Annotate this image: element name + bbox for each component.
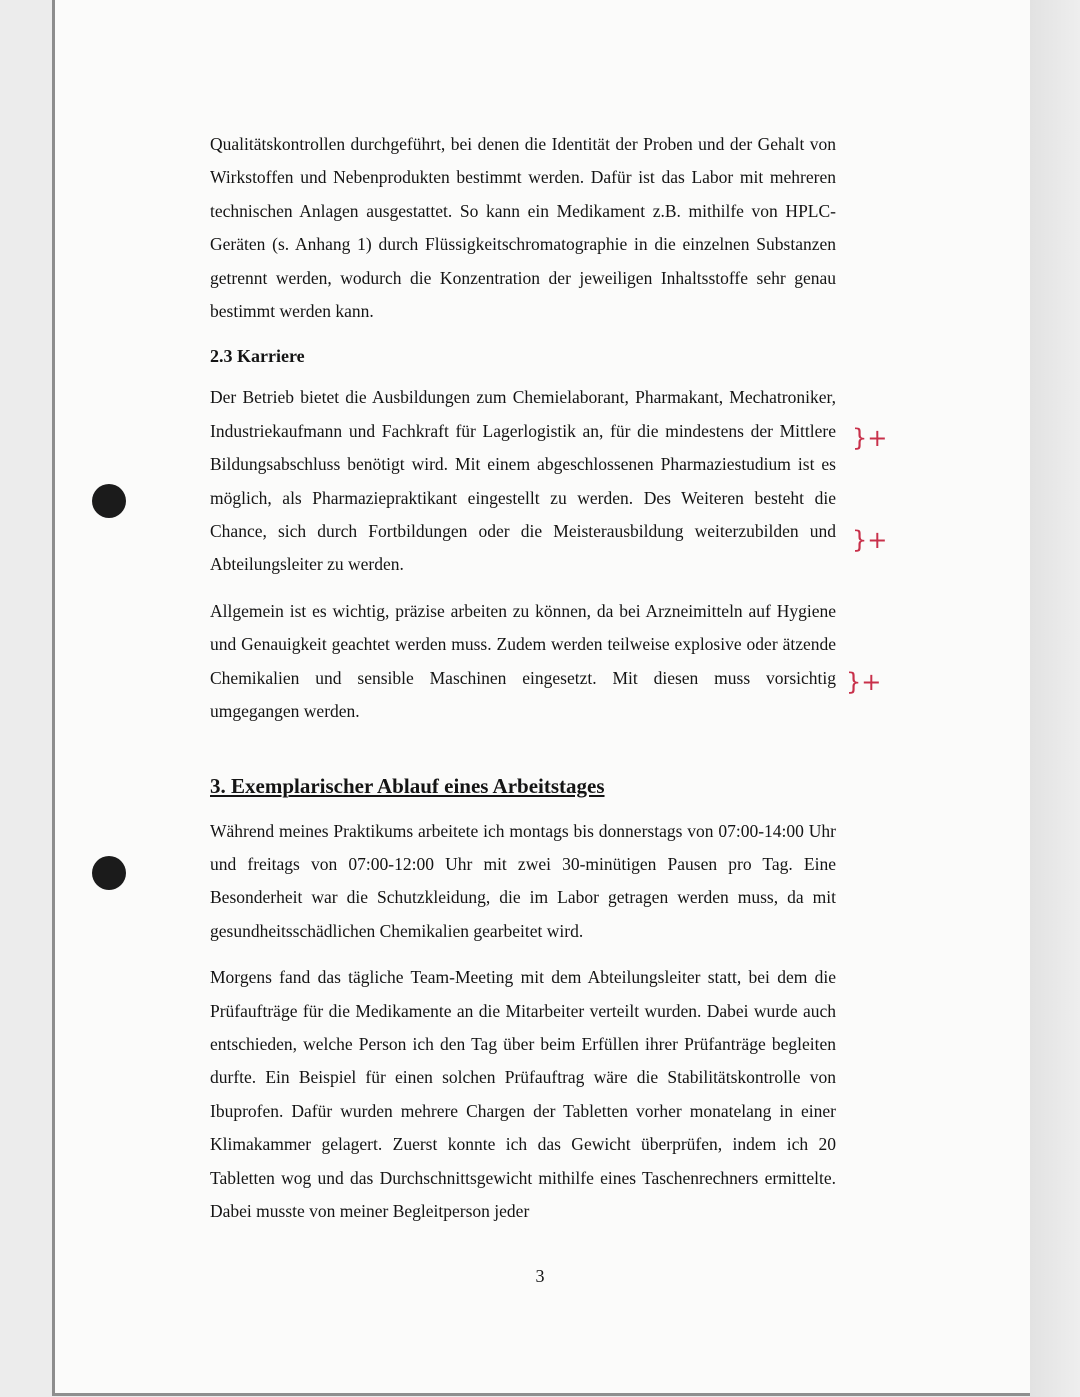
- punch-hole: [92, 484, 126, 518]
- section-heading-karriere: 2.3 Karriere: [210, 346, 305, 367]
- punch-hole: [92, 856, 126, 890]
- paragraph: Allgemein ist es wichtig, präzise arbeiten zu können, da bei Arzneimitteln auf Hygiene und Genauigkeit geachtet werden muss. Zudem werden teilweise explosive oder ätzende Chemikalien und sensible Maschinen eingesetzt. Mit diesen muss vorsichtig umgegangen werden.: [210, 600, 836, 722]
- page-number: 3: [535, 1266, 545, 1286]
- page-edge-shadow: [1030, 0, 1080, 1397]
- paragraph: Morgens fand das tägliche Team-Meeting mit dem Abteilungsleiter statt, bei dem die Prüfaufträge für die Medikamente an die Mitarbeiter verteilt wurden. Dabei wurde auch entschieden, welche Person ich den Tag über beim Erfüllen ihrer Prüfanträge begleiten durfte. Ein Beispiel für einen solchen Prüfauftrag wäre die Stabilitätskontrolle von Ibuprofen. Dafür wurden mehrere Chargen der Tabletten vorher monatelang in einer Klimakammer gelagert. Zuerst konnte ich das Gewicht überprüfen, indem ich 20 Tabletten wog und das Durchschnittsgewicht mithilfe eines Taschenrechners ermittelte. Dabei musste von meiner Begleitperson jeder: [210, 967, 836, 1221]
- paragraph: Qualitätskontrollen durchgeführt, bei denen die Identität der Proben und der Gehalt von Wirkstoffen und Nebenprodukten bestimmt werden. Dafür ist das Labor mit mehreren technischen Anlagen ausgestattet. So kann ein Medikament z.B. mithilfe von HPLC-Geräten (s. Anhang 1) durch Flüssigkeitschromatographie in die einzelnen Substanzen getrennt werden, wodurch die Konzentration der jeweiligen Inhaltsstoffe sehr genau bestimmt werden kann.: [210, 134, 836, 322]
- section-heading-ablauf: 3. Exemplarischer Ablauf eines Arbeitstages: [210, 773, 605, 798]
- document-body: [210, 128, 836, 1241]
- correction-mark: }+: [852, 424, 888, 452]
- correction-mark: }+: [852, 526, 888, 554]
- correction-mark: }+: [846, 668, 882, 696]
- paragraph: Während meines Praktikums arbeitete ich montags bis donnerstags von 07:00-14:00 Uhr und freitags von 07:00-12:00 Uhr mit zwei 30-minütigen Pausen pro Tag. Eine Besonderheit war die Schutzkleidung, die im Labor getragen werden muss, da mit gesundheitsschädlichen Chemikalien gearbeitet wird.: [210, 820, 836, 941]
- paragraph: Der Betrieb bietet die Ausbildungen zum Chemielaborant, Pharmakant, Mechatroniker, Industriekaufmann und Fachkraft für Lagerlogistik an, für die mindestens der Mittlere Bildungsabschluss benötigt wird. Mit einem abgeschlossenen Pharmaziestudium ist es möglich, als Pharmaziepraktikant eingestellt zu werden. Des Weiteren besteht die Chance, sich durch Fortbildungen oder die Meisterausbildung weiterzubilden und Abteilungsleiter zu werden.: [210, 387, 836, 575]
